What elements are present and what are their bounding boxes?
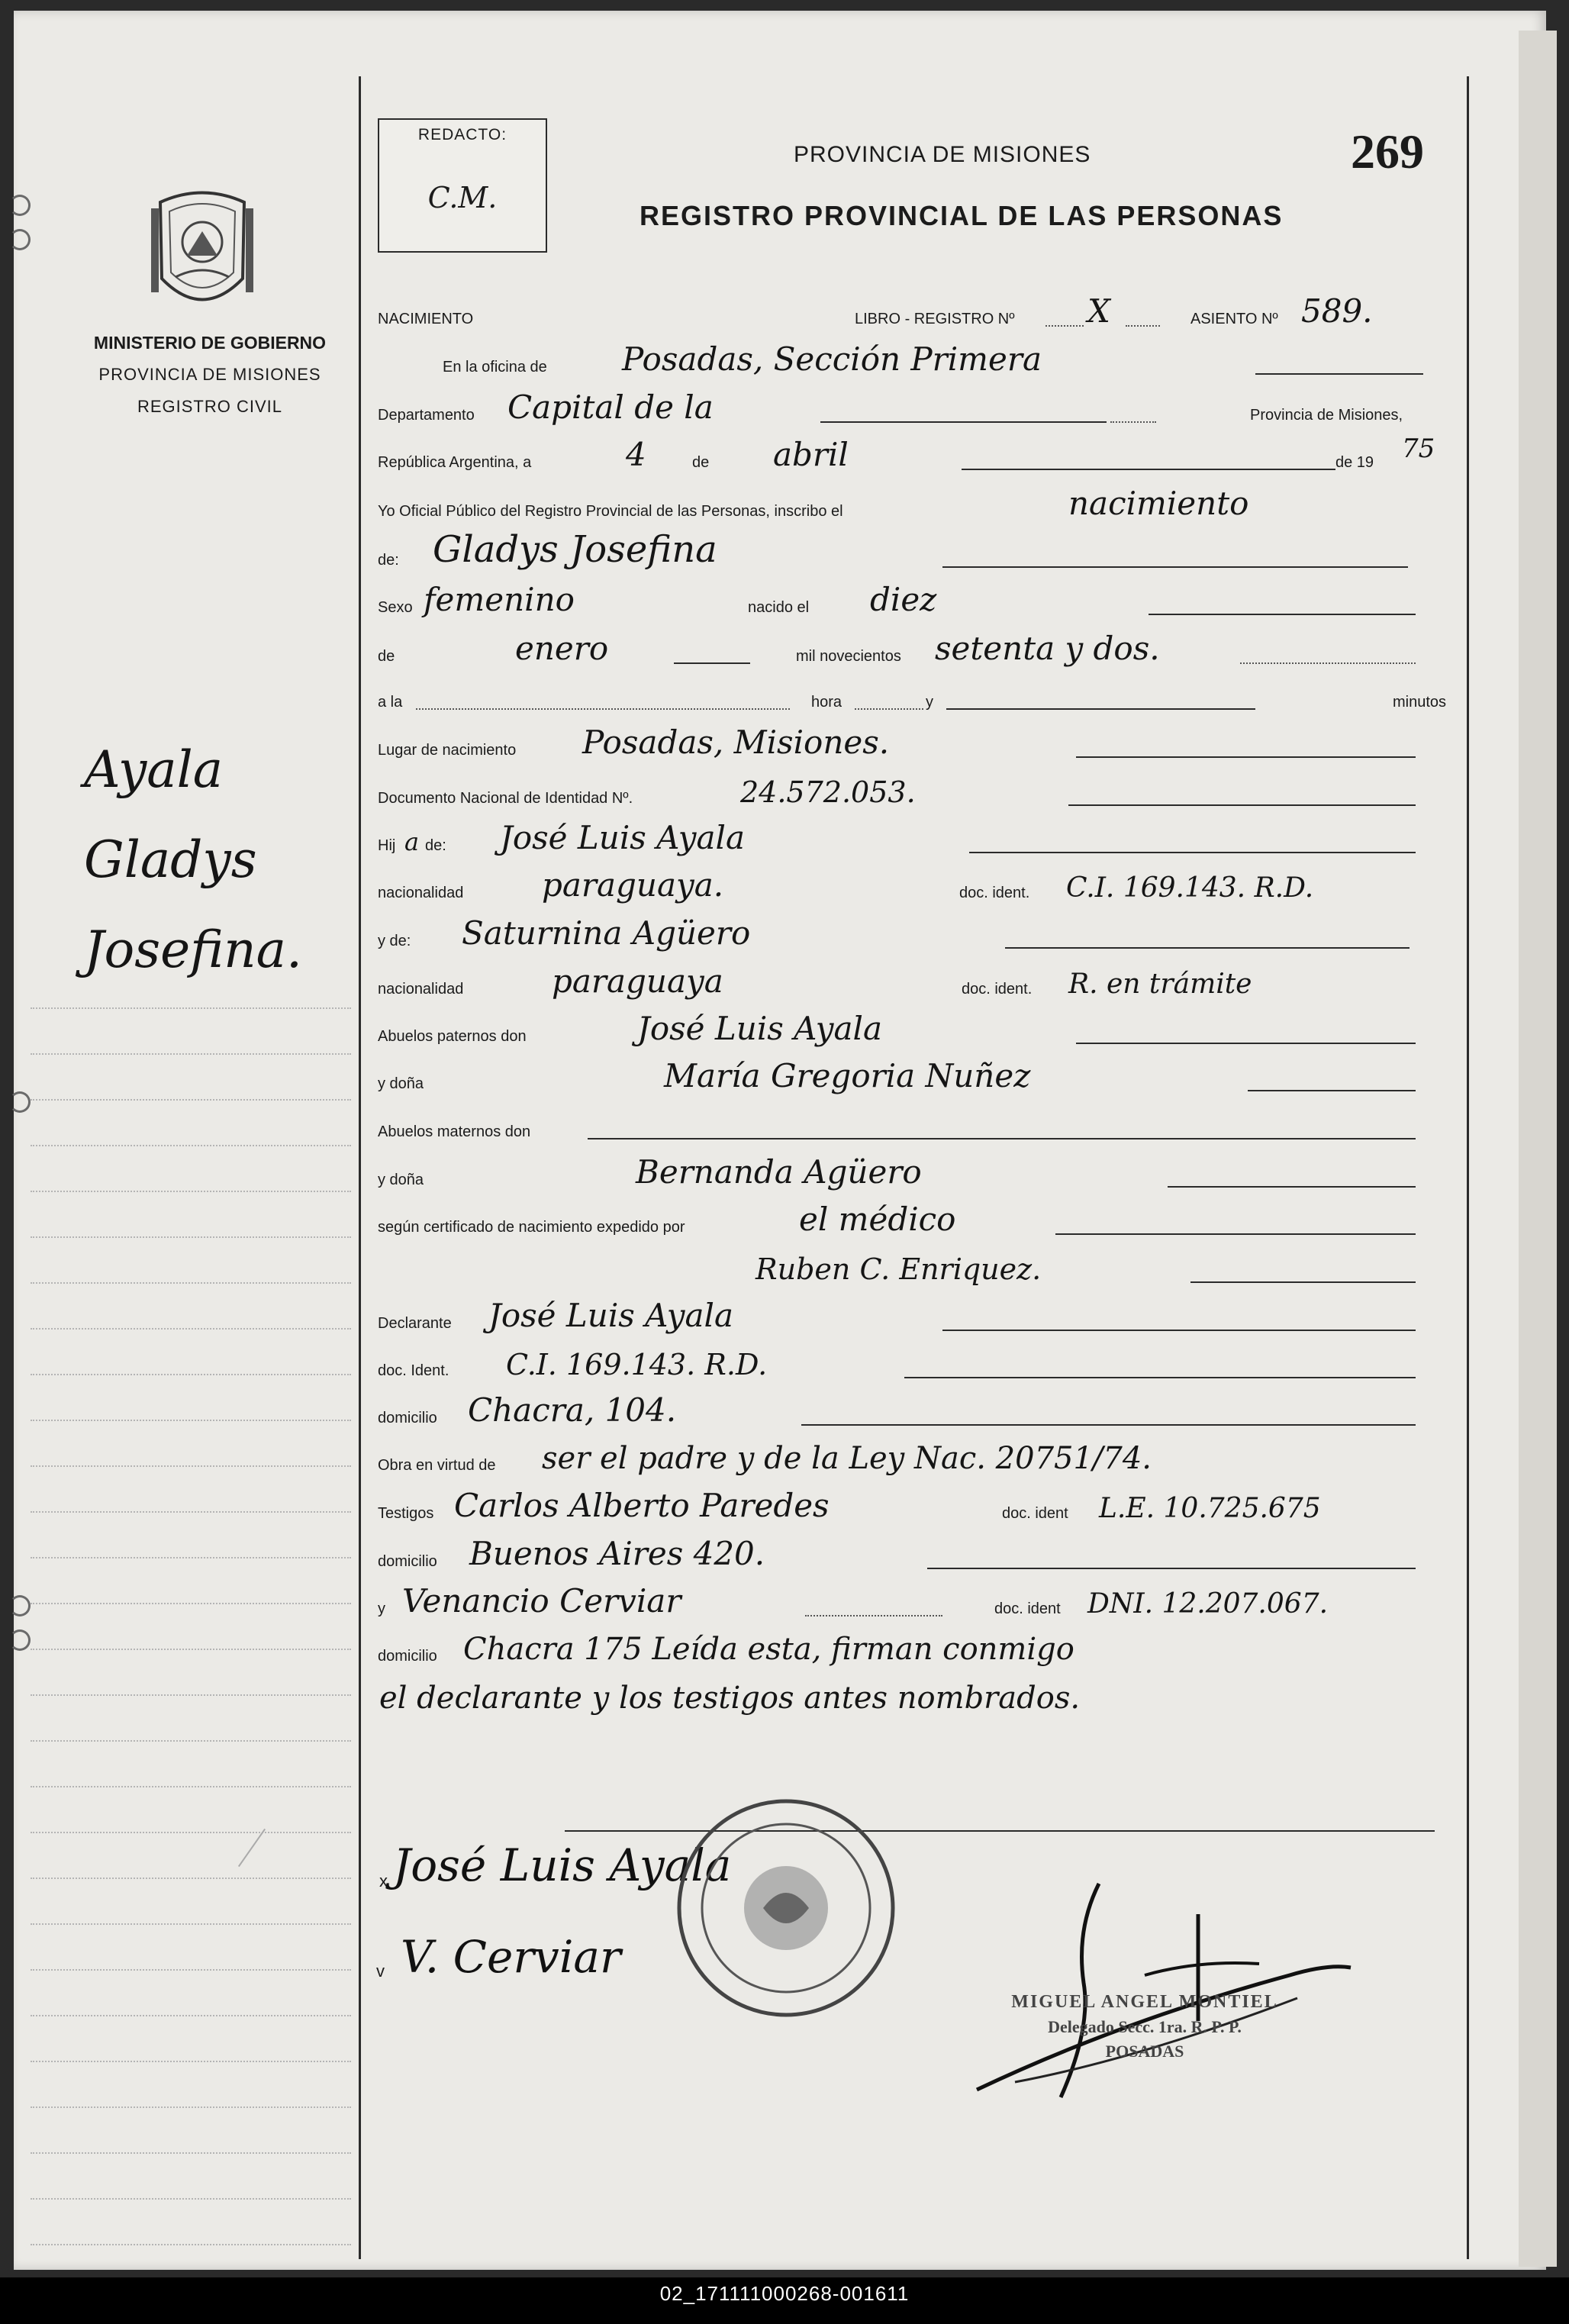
field-certificate-2 [378, 1239, 1461, 1288]
declarant-label: Declarante [378, 1315, 452, 1332]
witness2-value: Venancio Cerviar [402, 1582, 681, 1620]
obra-value: ser el padre y de la Ley Nac. 20751/74. [542, 1441, 1152, 1476]
binder-ring-icon [9, 1595, 31, 1616]
nat2-label: nacionalidad [378, 981, 464, 998]
record-type-label: NACIMIENTO [378, 311, 474, 327]
sex-label: Sexo [378, 599, 413, 616]
ministry-name: MINISTERIO DE GOBIERNO [93, 333, 327, 353]
father-value: José Luis Ayala [500, 819, 746, 856]
witness1-doc: L.E. 10.725.675 [1099, 1493, 1321, 1524]
signer-name: MIGUEL ANGEL MONTIEL [1011, 1992, 1278, 2012]
field-maternal-grandfather [378, 1095, 1461, 1144]
mother-value: Saturnina Agüero [462, 914, 751, 952]
redacto-label: REDACTO: [417, 126, 507, 143]
field-sex [378, 571, 1461, 620]
decl-doc-label: doc. Ident. [378, 1362, 449, 1379]
mat-dona: Bernanda Agüero [636, 1153, 922, 1191]
witness1-dom: Buenos Aires 420. [469, 1535, 765, 1572]
declarant-value: José Luis Ayala [488, 1297, 734, 1334]
y-label: y [926, 694, 933, 711]
redacto-value: C.M. [427, 181, 498, 214]
witness-doc-label: doc. ident [1002, 1505, 1068, 1522]
signer-block [969, 1992, 1320, 2061]
witness-label: Testigos [378, 1505, 434, 1522]
field-department [378, 379, 1461, 427]
field-paternal-grandmother [378, 1047, 1461, 1096]
field-declarant-doc [378, 1334, 1461, 1383]
signer-role: Delegado Secc. 1ra. R. P. P. [1048, 2017, 1242, 2036]
closing-text: el declarante y los testigos antes nombrados. [379, 1681, 1081, 1716]
officer-label: Yo Oficial Público del Registro Provincial de las Personas, inscribo el [378, 503, 843, 520]
year-prefix: de 19 [1335, 454, 1374, 471]
witness1-value: Carlos Alberto Paredes [454, 1487, 830, 1524]
department-label: Departamento [378, 407, 475, 424]
ministry-block [46, 327, 374, 423]
doc-label: doc. ident. [959, 885, 1030, 901]
w2-dom-label: domicilio [378, 1648, 437, 1665]
field-date [378, 426, 1461, 475]
witness2-dom: Chacra 175 Leída esta, firman conmigo [463, 1632, 1074, 1667]
department-value: Capital de la [507, 388, 714, 426]
coat-of-arms-icon [145, 187, 259, 318]
page-edge [1519, 31, 1557, 2267]
field-time [378, 666, 1461, 714]
province-heading: PROVINCIA DE MISIONES [794, 142, 1091, 167]
dni-label: Documento Nacional de Identidad Nº. [378, 790, 633, 807]
hora-label: hora [811, 694, 842, 711]
sig-mark-2: v [376, 1961, 385, 1981]
ala-label: a la [378, 694, 403, 711]
place-label: Lugar de nacimiento [378, 742, 517, 759]
domicile-label: domicilio [378, 1410, 437, 1426]
nat-label: nacionalidad [378, 885, 464, 901]
field-office [378, 330, 1461, 379]
field-witness-1 [378, 1477, 1461, 1526]
field-witness-2-domicile [378, 1620, 1461, 1668]
field-paternal-grandfather [378, 1000, 1461, 1049]
domicile-value: Chacra, 104. [468, 1391, 677, 1429]
decl-doc-value: C.I. 169.143. R.D. [506, 1348, 768, 1381]
registry-title: REGISTRO PROVINCIAL DE LAS PERSONAS [640, 200, 1284, 231]
official-signature-icon [969, 1868, 1366, 2113]
field-certificate [378, 1191, 1461, 1239]
margin-surname: Ayala [84, 740, 224, 799]
month-value: abril [773, 436, 849, 473]
mil-label: mil novecientos [796, 648, 901, 665]
field-book-entry [378, 282, 1461, 331]
office-value: Posadas, Sección Primera [622, 340, 1042, 378]
field-maternal-grandmother [378, 1143, 1461, 1192]
cert-label: según certificado de nacimiento expedido por [378, 1219, 685, 1236]
field-father-nat [378, 856, 1461, 905]
declarant-signature: José Luis Ayala [393, 1839, 732, 1891]
official-stamp-icon [672, 1794, 900, 2023]
mat-label: Abuelos maternos don [378, 1123, 531, 1140]
page-number: 269 [1351, 124, 1424, 179]
margin-first-name: Gladys [84, 830, 257, 889]
office-label: En la oficina de [443, 359, 547, 376]
mother-nat: paraguaya [552, 962, 723, 1000]
image-id-caption: 02_171111000268-001611 [659, 2282, 910, 2305]
signer-place: POSADAS [1105, 2042, 1184, 2061]
binder-ring-icon [9, 229, 31, 250]
margin-second-name: Josefina. [84, 920, 302, 979]
born-label: nacido el [748, 599, 810, 616]
field-mother-nat [378, 952, 1461, 1001]
redacto-box [378, 118, 547, 253]
cert-value: el médico [799, 1201, 956, 1238]
dni-value: 24.572.053. [740, 775, 916, 809]
field-place [378, 714, 1461, 762]
minutos-label: minutos [1393, 694, 1447, 711]
father-doc: C.I. 169.143. R.D. [1066, 872, 1314, 904]
year-value: 75 [1402, 434, 1435, 464]
republic-label: República Argentina, a [378, 454, 532, 471]
right-border-rule [1467, 76, 1469, 2259]
field-obra [378, 1429, 1461, 1478]
pat-don: José Luis Ayala [637, 1010, 883, 1047]
father-nat: paraguaya. [542, 866, 724, 904]
field-closing [378, 1668, 1461, 1717]
ydona-label: y doña [378, 1075, 424, 1092]
field-dni [378, 762, 1461, 811]
born-value: diez [870, 581, 937, 618]
witness2-doc: DNI. 12.207.067. [1087, 1588, 1329, 1620]
book-label: LIBRO - REGISTRO Nº [855, 311, 1015, 327]
witness-signature: V. Cerviar [401, 1931, 621, 1983]
obra-label: Obra en virtud de [378, 1457, 496, 1474]
pat-dona: María Gregoria Nuñez [664, 1057, 1031, 1094]
de2-label: de [378, 648, 395, 665]
binder-ring-icon [9, 195, 31, 216]
field-declarant [378, 1287, 1461, 1336]
person-value: Gladys Josefina [433, 528, 717, 571]
y2-label: y [378, 1600, 385, 1617]
binder-ring-icon [9, 1629, 31, 1651]
hij-label: Hij [378, 837, 396, 854]
field-domicile [378, 1381, 1461, 1430]
hij-de-label: de: [425, 837, 446, 854]
book-value: X [1087, 292, 1110, 330]
born-year: setenta y dos. [935, 630, 1160, 667]
yde-label: y de: [378, 933, 411, 949]
de-label: de [692, 454, 710, 471]
hij-suffix: a [404, 827, 420, 856]
field-mother [378, 904, 1461, 953]
ministry-province: PROVINCIA DE MISIONES [98, 365, 321, 384]
binder-ring-icon [9, 1091, 31, 1113]
witness2-doc-label: doc. ident [994, 1600, 1061, 1617]
mother-doc: R. en trámite [1068, 969, 1252, 1000]
margin-name [84, 725, 359, 995]
field-person [378, 524, 1461, 572]
person-label: de: [378, 552, 399, 569]
cert-value-2: Ruben C. Enriquez. [756, 1252, 1042, 1286]
day-value: 4 [626, 436, 646, 473]
field-father [378, 809, 1461, 858]
born-month: enero [515, 630, 609, 667]
field-born-date [378, 620, 1461, 669]
w1-dom-label: domicilio [378, 1553, 437, 1570]
entry-label: ASIENTO Nº [1190, 311, 1278, 327]
ydona2-label: y doña [378, 1172, 424, 1188]
entry-value: 589. [1301, 292, 1373, 330]
pat-label: Abuelos paternos don [378, 1028, 527, 1045]
sig-mark-1: x [379, 1871, 388, 1890]
officer-value: nacimiento [1068, 485, 1249, 522]
field-witness-1-domicile [378, 1525, 1461, 1574]
field-officer [378, 475, 1461, 524]
field-witness-2 [378, 1572, 1461, 1621]
department-suffix: Provincia de Misiones, [1250, 407, 1403, 424]
sex-value: femenino [424, 581, 575, 618]
place-value: Posadas, Misiones. [582, 724, 890, 761]
ministry-registry: REGISTRO CIVIL [137, 397, 283, 416]
doc2-label: doc. ident. [962, 981, 1033, 998]
